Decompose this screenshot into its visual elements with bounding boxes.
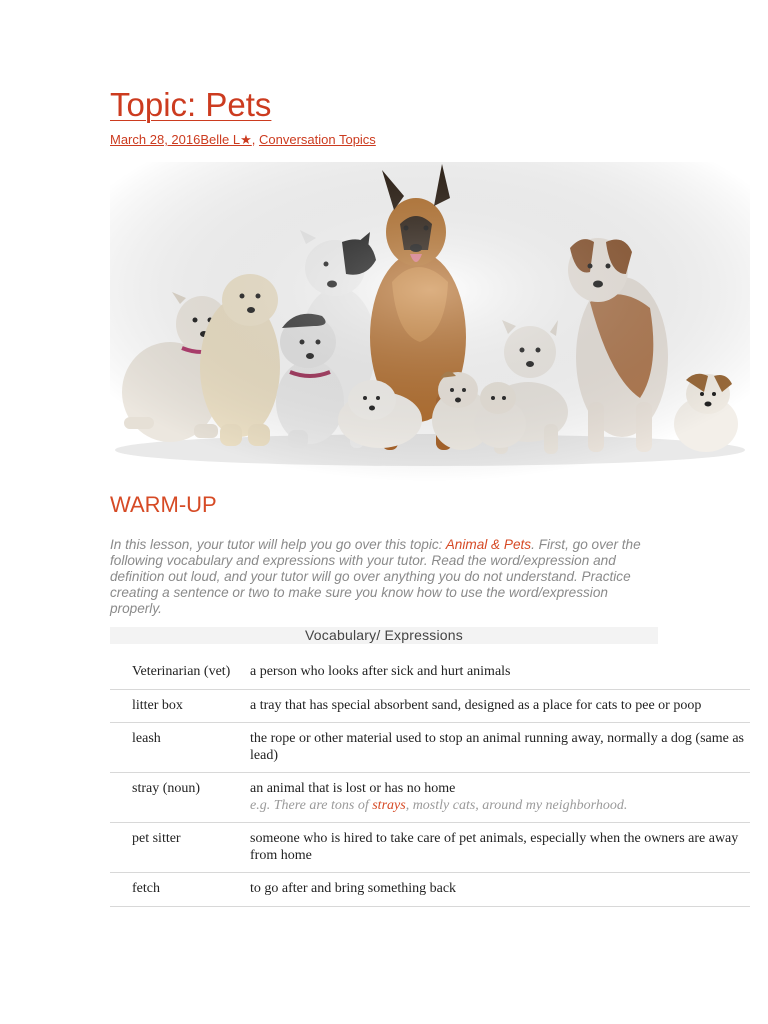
vocab-term: stray (noun) (132, 781, 201, 796)
page-title[interactable]: Topic: Pets (110, 86, 272, 123)
vocab-definition: the rope or other material used to stop an animal running away, normally a dog (same as lead) (250, 731, 744, 763)
vocab-term: fetch (132, 881, 160, 896)
intro-text-start: In this lesson, your tutor will help you go over this topic: (110, 537, 446, 552)
vocab-definition: a tray that has special absorbent sand, designed as a place for cats to pee or poop (250, 697, 702, 713)
vocab-example (250, 798, 744, 815)
table-row (110, 823, 750, 873)
table-row (110, 873, 750, 907)
intro-text-end: . First, go over the following vocabulary and expressions with your tutor. Read the word/expression and definition out loud, and your tutor will go over anything you do not understand. Practice creating a sentence or two to make sure you know how to use the word/expression properly. (110, 537, 641, 616)
vocab-definition: an animal that is lost or has no home (250, 781, 456, 796)
post-meta (110, 132, 376, 148)
vocab-term: pet sitter (132, 831, 181, 846)
table-row (110, 689, 750, 723)
table-row (110, 656, 750, 689)
dogs-photo (110, 162, 750, 482)
post-date-link[interactable]: March 28, 2016 (110, 132, 201, 147)
author-link[interactable]: Belle L★ (200, 132, 252, 147)
vocab-definition-with-example (250, 773, 750, 823)
vocab-heading: Vocabulary/ Expressions (110, 627, 658, 644)
topic-highlight: Animal & Pets (445, 537, 532, 552)
warmup-intro (110, 537, 660, 617)
example-text-end: , mostly cats, around my neighborhood. (405, 797, 628, 813)
vocab-definition: someone who is hired to take care of pet animals, especially when the owners are away from home (250, 831, 739, 863)
table-row (110, 773, 750, 823)
vocab-term: litter box (132, 697, 183, 713)
vocab-table (110, 656, 750, 907)
vocab-definition: a person who looks after sick and hurt animals (250, 664, 511, 679)
vocab-definition: to go after and bring something back (250, 881, 457, 896)
table-row (110, 723, 750, 773)
vocab-term: Veterinarian (vet) (132, 664, 231, 679)
warmup-heading: WARM-UP (110, 492, 217, 517)
example-text-start: e.g. There are tons of (250, 797, 373, 813)
category-link[interactable]: Conversation Topics (258, 132, 376, 147)
example-highlight: strays (372, 797, 406, 813)
vocab-term: leash (132, 731, 161, 746)
meta-separator: , (251, 132, 259, 147)
